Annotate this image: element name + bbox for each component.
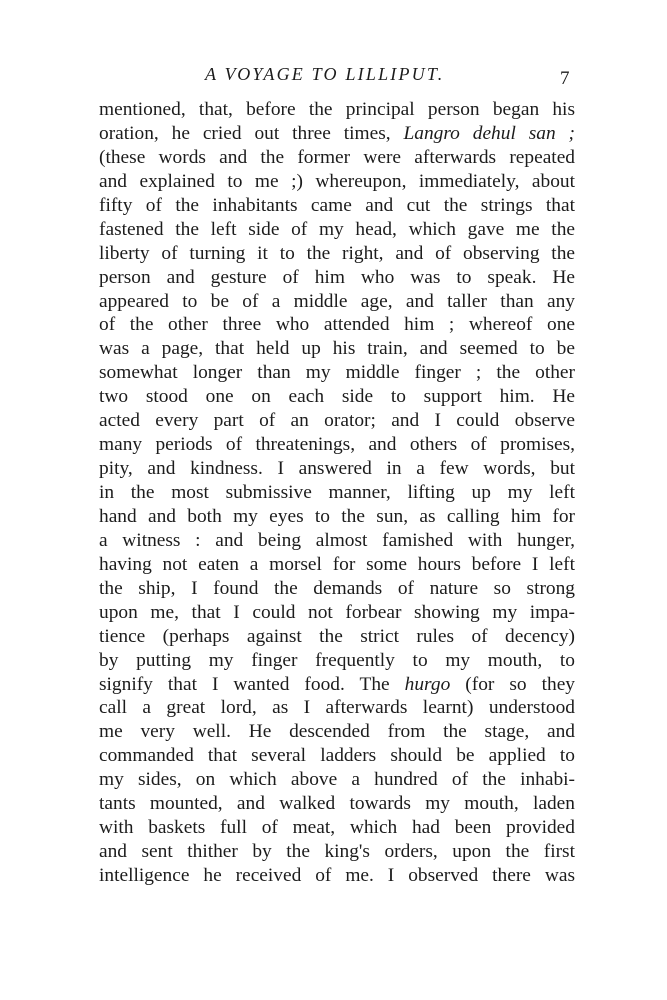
italic-text: hurgo [404,673,451,695]
text-run: somewhat longer than my middle finger ; the other [99,362,575,384]
text-run: me very well. He descended from the stage, and [99,721,575,743]
text-line [99,146,575,170]
text-run: having not eaten a morsel for some hours before I left [99,553,575,575]
text-run: intelligence he received of me. I observed there was [99,865,575,886]
text-line [99,266,575,290]
running-title: A VOYAGE TO LILLIPUT. [205,64,445,84]
text-run: in the most submissive manner, lifting up my left [99,482,575,503]
text-run: many periods of threatenings, and others of promises, [99,434,575,456]
text-line [99,385,575,409]
text-line [99,505,575,529]
text-line [99,337,575,361]
text-line [99,553,575,577]
text-run: person and gesture of him who was to speak. He [99,266,575,288]
text-line [99,409,575,433]
text-run: (these words and the former were afterwards repeated [99,146,575,168]
text-run: of the other three who attended him ; whereof one [99,314,575,336]
text-run: hand and both my eyes to the sun, as calling him for [99,505,575,527]
text-line [99,433,575,457]
text-line [99,840,575,864]
text-run: the ship, I found the demands of nature so strong [99,577,575,599]
text-line [99,290,575,314]
text-run: a witness : and being almost famished with hunger, [99,529,575,551]
text-line [99,361,575,385]
text-run: appeared to be of a middle age, and taller than any [99,290,575,312]
text-run: fastened the left side of my head, which gave me the [99,218,575,240]
text-run: tience (perhaps against the strict rules of decency) [99,625,575,647]
text-run: and explained to me ;) whereupon, immediately, about [99,170,575,192]
text-line [99,170,575,194]
text-line [99,625,575,649]
text-run: pity, and kindness. I answered in a few words, but [99,458,575,480]
text-run: mentioned, that, before the principal person began his [99,99,575,120]
text-line [99,744,575,768]
text-line [99,313,575,337]
text-run: (for so they [450,673,575,695]
text-line [99,98,575,122]
body-text [99,98,575,888]
text-line [99,577,575,601]
text-run: call a great lord, as I afterwards learnt) understood [99,697,575,719]
text-run: with baskets full of meat, which had been provided [99,817,575,839]
text-line [99,768,575,792]
text-run: tants mounted, and walked towards my mouth, laden [99,793,575,815]
text-line [99,242,575,266]
text-line [99,529,575,553]
text-run: my sides, on which above a hundred of the inhabi- [99,769,575,791]
text-run: acted every part of an orator; and I could observe [99,410,575,432]
text-line [99,481,575,505]
text-line [99,194,575,218]
text-run: liberty of turning it to the right, and of observing the [99,242,575,264]
text-run: fifty of the inhabitants came and cut the strings that [99,194,575,216]
page-number: 7 [560,68,570,89]
text-line [99,601,575,625]
text-run: oration, he cried out three times, [99,122,404,144]
text-line [99,792,575,816]
text-line [99,720,575,744]
text-line [99,218,575,242]
text-line [99,457,575,481]
text-line [99,122,575,146]
text-run: and sent thither by the king's orders, upon the first [99,841,575,863]
text-line [99,673,575,697]
text-run: upon me, that I could not forbear showing my impa- [99,601,575,623]
text-run: signify that I wanted food. The [99,673,405,695]
text-run: commanded that several ladders should be applied to [99,745,575,767]
text-run: two stood one on each side to support him. He [99,386,575,408]
text-line [99,816,575,840]
text-line [99,649,575,673]
text-run: was a page, that held up his train, and seemed to be [99,338,575,360]
text-run: by putting my finger frequently to my mouth, to [99,649,575,671]
text-line [99,864,575,888]
text-line [99,696,575,720]
italic-text: Langro dehul san ; [403,122,575,144]
